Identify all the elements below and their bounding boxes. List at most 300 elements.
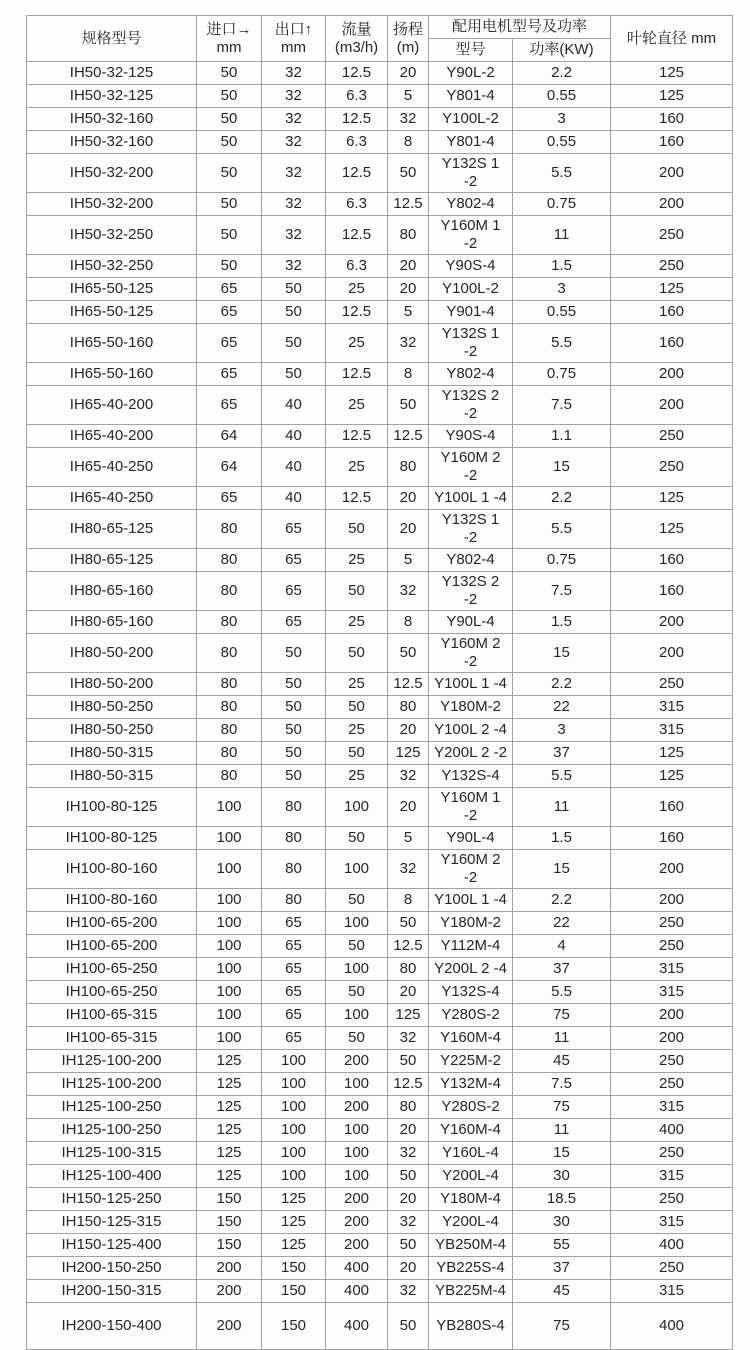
table-row <box>27 363 733 386</box>
cell-flow: 50 <box>326 889 388 912</box>
cell-outlet: 32 <box>262 85 326 108</box>
cell-inlet: 65 <box>197 363 262 386</box>
header-inlet-unit: mm <box>216 38 242 56</box>
cell-flow: 50 <box>326 634 388 673</box>
cell-motor-power: 5.5 <box>513 154 611 193</box>
cell-spec-model: IH100-65-315 <box>27 1004 197 1027</box>
header-inlet <box>197 16 262 62</box>
cell-inlet: 200 <box>197 1280 262 1303</box>
cell-impeller: 250 <box>611 1050 733 1073</box>
cell-impeller: 125 <box>611 487 733 510</box>
cell-spec-model: IH50-32-160 <box>27 131 197 154</box>
cell-head: 20 <box>388 278 429 301</box>
cell-spec-model: IH80-65-125 <box>27 510 197 549</box>
cell-motor-power: 30 <box>513 1165 611 1188</box>
cell-inlet: 100 <box>197 935 262 958</box>
table-row <box>27 487 733 510</box>
header-motor-power: 功率(KW) <box>513 39 611 62</box>
table-row <box>27 673 733 696</box>
cell-motor-model: Y901-4 <box>429 301 513 324</box>
cell-head: 32 <box>388 1027 429 1050</box>
cell-flow: 50 <box>326 572 388 611</box>
cell-flow: 6.3 <box>326 193 388 216</box>
cell-impeller: 315 <box>611 1165 733 1188</box>
cell-impeller: 400 <box>611 1303 733 1350</box>
cell-head: 125 <box>388 1004 429 1027</box>
cell-impeller: 315 <box>611 958 733 981</box>
cell-motor-model: Y132S 2 -2 <box>429 386 513 425</box>
cell-outlet: 65 <box>262 981 326 1004</box>
cell-motor-power: 75 <box>513 1096 611 1119</box>
cell-motor-power: 1.5 <box>513 611 611 634</box>
cell-inlet: 100 <box>197 1027 262 1050</box>
cell-motor-model: Y100L-2 <box>429 278 513 301</box>
cell-impeller: 200 <box>611 363 733 386</box>
cell-outlet: 32 <box>262 154 326 193</box>
cell-flow: 6.3 <box>326 131 388 154</box>
cell-outlet: 32 <box>262 216 326 255</box>
cell-motor-power: 15 <box>513 634 611 673</box>
cell-motor-model: Y200L 2 -2 <box>429 742 513 765</box>
cell-inlet: 200 <box>197 1257 262 1280</box>
cell-impeller: 160 <box>611 131 733 154</box>
cell-spec-model: IH100-65-200 <box>27 935 197 958</box>
cell-spec-model: IH200-150-400 <box>27 1303 197 1350</box>
table-header <box>27 16 733 62</box>
cell-motor-power: 2.2 <box>513 62 611 85</box>
cell-motor-model: Y90S-4 <box>429 255 513 278</box>
cell-outlet: 125 <box>262 1188 326 1211</box>
cell-impeller: 200 <box>611 1027 733 1050</box>
cell-spec-model: IH50-32-200 <box>27 193 197 216</box>
cell-inlet: 100 <box>197 958 262 981</box>
cell-head: 80 <box>388 216 429 255</box>
table-row <box>27 1257 733 1280</box>
cell-motor-model: Y90L-4 <box>429 611 513 634</box>
cell-inlet: 50 <box>197 85 262 108</box>
cell-motor-model: Y160M-4 <box>429 1027 513 1050</box>
cell-impeller: 125 <box>611 278 733 301</box>
cell-inlet: 64 <box>197 425 262 448</box>
cell-flow: 50 <box>326 981 388 1004</box>
cell-outlet: 150 <box>262 1257 326 1280</box>
cell-head: 5 <box>388 549 429 572</box>
table-row <box>27 1211 733 1234</box>
cell-spec-model: IH200-150-315 <box>27 1280 197 1303</box>
cell-motor-model: Y90L-4 <box>429 827 513 850</box>
table-row <box>27 827 733 850</box>
table-row <box>27 1165 733 1188</box>
header-outlet <box>262 16 326 62</box>
table-row <box>27 255 733 278</box>
cell-motor-model: Y180M-2 <box>429 696 513 719</box>
cell-motor-power: 15 <box>513 448 611 487</box>
cell-motor-power: 5.5 <box>513 324 611 363</box>
table-row <box>27 510 733 549</box>
cell-motor-model: Y132S 2 -2 <box>429 572 513 611</box>
cell-motor-model: Y112M-4 <box>429 935 513 958</box>
cell-spec-model: IH50-32-250 <box>27 216 197 255</box>
table-row <box>27 216 733 255</box>
cell-spec-model: IH125-100-250 <box>27 1096 197 1119</box>
cell-spec-model: IH125-100-200 <box>27 1050 197 1073</box>
cell-motor-power: 22 <box>513 912 611 935</box>
cell-head: 20 <box>388 62 429 85</box>
cell-flow: 100 <box>326 1165 388 1188</box>
cell-outlet: 50 <box>262 324 326 363</box>
cell-outlet: 100 <box>262 1165 326 1188</box>
cell-outlet: 150 <box>262 1280 326 1303</box>
cell-head: 8 <box>388 889 429 912</box>
cell-motor-model: Y100L 2 -4 <box>429 719 513 742</box>
cell-inlet: 80 <box>197 510 262 549</box>
cell-motor-model: Y160M 1 -2 <box>429 788 513 827</box>
cell-flow: 25 <box>326 549 388 572</box>
cell-head: 80 <box>388 958 429 981</box>
cell-outlet: 50 <box>262 363 326 386</box>
cell-motor-power: 37 <box>513 742 611 765</box>
cell-outlet: 65 <box>262 1027 326 1050</box>
cell-inlet: 125 <box>197 1165 262 1188</box>
cell-head: 32 <box>388 108 429 131</box>
cell-outlet: 40 <box>262 448 326 487</box>
cell-spec-model: IH80-65-160 <box>27 611 197 634</box>
cell-head: 20 <box>388 788 429 827</box>
table-row <box>27 572 733 611</box>
cell-spec-model: IH80-65-125 <box>27 549 197 572</box>
cell-impeller: 250 <box>611 1142 733 1165</box>
cell-motor-model: Y132S 1 -2 <box>429 154 513 193</box>
cell-motor-power: 0.75 <box>513 549 611 572</box>
cell-inlet: 65 <box>197 324 262 363</box>
cell-motor-power: 3 <box>513 719 611 742</box>
cell-motor-model: Y802-4 <box>429 363 513 386</box>
header-impeller: 叶轮直径 mm <box>611 16 733 62</box>
cell-head: 8 <box>388 611 429 634</box>
cell-motor-power: 5.5 <box>513 510 611 549</box>
cell-outlet: 50 <box>262 742 326 765</box>
cell-inlet: 125 <box>197 1119 262 1142</box>
cell-impeller: 160 <box>611 324 733 363</box>
cell-motor-model: Y160M 2 -2 <box>429 448 513 487</box>
cell-motor-power: 7.5 <box>513 1073 611 1096</box>
cell-flow: 100 <box>326 958 388 981</box>
cell-motor-power: 15 <box>513 850 611 889</box>
cell-motor-power: 5.5 <box>513 765 611 788</box>
cell-spec-model: IH100-65-200 <box>27 912 197 935</box>
cell-spec-model: IH50-32-160 <box>27 108 197 131</box>
cell-motor-power: 0.75 <box>513 193 611 216</box>
cell-head: 50 <box>388 1050 429 1073</box>
table-row <box>27 154 733 193</box>
cell-flow: 12.5 <box>326 487 388 510</box>
cell-spec-model: IH50-32-125 <box>27 85 197 108</box>
cell-impeller: 250 <box>611 425 733 448</box>
cell-inlet: 100 <box>197 850 262 889</box>
cell-flow: 25 <box>326 611 388 634</box>
cell-motor-power: 11 <box>513 1027 611 1050</box>
cell-spec-model: IH50-32-125 <box>27 62 197 85</box>
cell-inlet: 100 <box>197 912 262 935</box>
cell-head: 20 <box>388 1188 429 1211</box>
cell-spec-model: IH100-65-250 <box>27 981 197 1004</box>
cell-impeller: 200 <box>611 634 733 673</box>
cell-outlet: 32 <box>262 62 326 85</box>
cell-impeller: 200 <box>611 193 733 216</box>
cell-motor-power: 0.55 <box>513 131 611 154</box>
cell-outlet: 65 <box>262 611 326 634</box>
table-row <box>27 935 733 958</box>
cell-motor-power: 3 <box>513 278 611 301</box>
cell-inlet: 125 <box>197 1096 262 1119</box>
table-row <box>27 549 733 572</box>
cell-impeller: 200 <box>611 154 733 193</box>
header-head-unit: (m) <box>396 38 420 56</box>
table-row <box>27 131 733 154</box>
cell-inlet: 65 <box>197 278 262 301</box>
cell-outlet: 50 <box>262 634 326 673</box>
table-row <box>27 850 733 889</box>
cell-outlet: 125 <box>262 1211 326 1234</box>
table-row <box>27 765 733 788</box>
cell-motor-model: Y90L-2 <box>429 62 513 85</box>
cell-outlet: 40 <box>262 425 326 448</box>
cell-motor-power: 2.2 <box>513 487 611 510</box>
cell-flow: 100 <box>326 850 388 889</box>
table-row <box>27 719 733 742</box>
cell-motor-model: Y160M 2 -2 <box>429 850 513 889</box>
cell-head: 20 <box>388 719 429 742</box>
cell-flow: 12.5 <box>326 216 388 255</box>
cell-motor-model: Y132S 1 -2 <box>429 324 513 363</box>
cell-impeller: 125 <box>611 742 733 765</box>
cell-motor-power: 11 <box>513 1119 611 1142</box>
cell-motor-power: 37 <box>513 958 611 981</box>
cell-outlet: 125 <box>262 1234 326 1257</box>
cell-flow: 25 <box>326 386 388 425</box>
cell-impeller: 200 <box>611 850 733 889</box>
cell-impeller: 250 <box>611 1257 733 1280</box>
cell-head: 12.5 <box>388 1073 429 1096</box>
cell-inlet: 125 <box>197 1050 262 1073</box>
cell-inlet: 50 <box>197 193 262 216</box>
cell-motor-model: Y100L-2 <box>429 108 513 131</box>
cell-inlet: 150 <box>197 1234 262 1257</box>
cell-outlet: 65 <box>262 935 326 958</box>
cell-head: 50 <box>388 1303 429 1350</box>
table-row <box>27 696 733 719</box>
cell-inlet: 80 <box>197 673 262 696</box>
cell-head: 20 <box>388 487 429 510</box>
cell-outlet: 40 <box>262 386 326 425</box>
table-row <box>27 1142 733 1165</box>
table-row <box>27 425 733 448</box>
cell-flow: 400 <box>326 1303 388 1350</box>
pump-spec-table <box>26 15 733 1350</box>
cell-spec-model: IH100-80-160 <box>27 850 197 889</box>
cell-spec-model: IH65-50-160 <box>27 363 197 386</box>
cell-motor-power: 11 <box>513 216 611 255</box>
cell-inlet: 125 <box>197 1142 262 1165</box>
cell-head: 20 <box>388 510 429 549</box>
cell-motor-power: 1.1 <box>513 425 611 448</box>
cell-head: 32 <box>388 850 429 889</box>
table-row <box>27 301 733 324</box>
cell-spec-model: IH125-100-315 <box>27 1142 197 1165</box>
cell-motor-model: Y160M-4 <box>429 1119 513 1142</box>
cell-head: 50 <box>388 1234 429 1257</box>
cell-impeller: 250 <box>611 912 733 935</box>
cell-head: 8 <box>388 363 429 386</box>
cell-impeller: 250 <box>611 935 733 958</box>
cell-flow: 200 <box>326 1096 388 1119</box>
cell-outlet: 32 <box>262 131 326 154</box>
cell-motor-model: Y100L 1 -4 <box>429 673 513 696</box>
table-row <box>27 1050 733 1073</box>
cell-outlet: 32 <box>262 193 326 216</box>
cell-spec-model: IH150-125-315 <box>27 1211 197 1234</box>
cell-inlet: 50 <box>197 216 262 255</box>
cell-motor-model: Y132S-4 <box>429 981 513 1004</box>
cell-inlet: 65 <box>197 301 262 324</box>
cell-spec-model: IH65-40-250 <box>27 448 197 487</box>
header-flow-label: 流量 <box>341 20 372 38</box>
cell-motor-power: 75 <box>513 1303 611 1350</box>
table-row <box>27 1303 733 1350</box>
cell-spec-model: IH100-80-125 <box>27 827 197 850</box>
cell-head: 8 <box>388 131 429 154</box>
cell-spec-model: IH65-40-200 <box>27 386 197 425</box>
cell-motor-model: Y200L 2 -4 <box>429 958 513 981</box>
cell-impeller: 200 <box>611 386 733 425</box>
header-inlet-label: 进口→ <box>206 20 252 38</box>
cell-motor-model: YB250M-4 <box>429 1234 513 1257</box>
cell-head: 20 <box>388 255 429 278</box>
cell-impeller: 160 <box>611 572 733 611</box>
cell-motor-power: 11 <box>513 788 611 827</box>
cell-inlet: 50 <box>197 62 262 85</box>
cell-inlet: 100 <box>197 1004 262 1027</box>
cell-inlet: 50 <box>197 108 262 131</box>
cell-head: 50 <box>388 1165 429 1188</box>
cell-spec-model: IH80-65-160 <box>27 572 197 611</box>
cell-outlet: 50 <box>262 719 326 742</box>
cell-head: 50 <box>388 386 429 425</box>
cell-impeller: 200 <box>611 1004 733 1027</box>
cell-outlet: 65 <box>262 549 326 572</box>
header-spec-model-label: 规格型号 <box>81 29 142 47</box>
cell-motor-model: YB280S-4 <box>429 1303 513 1350</box>
cell-flow: 12.5 <box>326 363 388 386</box>
cell-impeller: 250 <box>611 673 733 696</box>
cell-flow: 25 <box>326 324 388 363</box>
cell-motor-power: 0.75 <box>513 363 611 386</box>
cell-motor-model: Y132M-4 <box>429 1073 513 1096</box>
table-row <box>27 611 733 634</box>
cell-outlet: 100 <box>262 1096 326 1119</box>
cell-head: 12.5 <box>388 425 429 448</box>
cell-inlet: 80 <box>197 572 262 611</box>
cell-spec-model: IH65-40-250 <box>27 487 197 510</box>
cell-inlet: 50 <box>197 154 262 193</box>
cell-spec-model: IH80-50-315 <box>27 742 197 765</box>
cell-spec-model: IH100-80-160 <box>27 889 197 912</box>
cell-spec-model: IH65-40-200 <box>27 425 197 448</box>
cell-head: 12.5 <box>388 935 429 958</box>
cell-motor-power: 4 <box>513 935 611 958</box>
table-row <box>27 742 733 765</box>
cell-outlet: 50 <box>262 278 326 301</box>
cell-flow: 50 <box>326 510 388 549</box>
cell-impeller: 125 <box>611 765 733 788</box>
cell-inlet: 100 <box>197 827 262 850</box>
cell-outlet: 40 <box>262 487 326 510</box>
cell-spec-model: IH80-50-200 <box>27 673 197 696</box>
header-motor-group: 配用电机型号及功率 <box>429 16 611 39</box>
cell-impeller: 315 <box>611 696 733 719</box>
cell-flow: 200 <box>326 1188 388 1211</box>
cell-outlet: 80 <box>262 889 326 912</box>
cell-flow: 50 <box>326 742 388 765</box>
cell-motor-power: 3 <box>513 108 611 131</box>
cell-head: 5 <box>388 827 429 850</box>
table-row <box>27 278 733 301</box>
cell-impeller: 315 <box>611 981 733 1004</box>
header-spec-model <box>27 16 197 62</box>
cell-impeller: 250 <box>611 255 733 278</box>
cell-head: 20 <box>388 1257 429 1280</box>
cell-motor-power: 7.5 <box>513 386 611 425</box>
table-row <box>27 1119 733 1142</box>
cell-inlet: 100 <box>197 889 262 912</box>
cell-motor-model: Y801-4 <box>429 131 513 154</box>
cell-flow: 6.3 <box>326 255 388 278</box>
cell-outlet: 65 <box>262 958 326 981</box>
cell-flow: 25 <box>326 278 388 301</box>
cell-head: 20 <box>388 981 429 1004</box>
table-row <box>27 193 733 216</box>
cell-outlet: 80 <box>262 850 326 889</box>
cell-motor-power: 15 <box>513 1142 611 1165</box>
cell-outlet: 100 <box>262 1073 326 1096</box>
cell-outlet: 100 <box>262 1119 326 1142</box>
cell-spec-model: IH80-50-250 <box>27 719 197 742</box>
cell-impeller: 250 <box>611 1073 733 1096</box>
cell-motor-model: Y280S-2 <box>429 1096 513 1119</box>
cell-motor-model: Y100L 1 -4 <box>429 487 513 510</box>
cell-head: 50 <box>388 154 429 193</box>
cell-motor-model: Y801-4 <box>429 85 513 108</box>
cell-head: 5 <box>388 85 429 108</box>
cell-spec-model: IH100-65-250 <box>27 958 197 981</box>
table-row <box>27 1073 733 1096</box>
table-row <box>27 958 733 981</box>
cell-impeller: 200 <box>611 889 733 912</box>
cell-motor-model: Y200L-4 <box>429 1165 513 1188</box>
cell-spec-model: IH125-100-400 <box>27 1165 197 1188</box>
cell-motor-model: Y280S-2 <box>429 1004 513 1027</box>
cell-head: 50 <box>388 912 429 935</box>
table-row <box>27 788 733 827</box>
cell-flow: 12.5 <box>326 301 388 324</box>
cell-motor-model: YB225S-4 <box>429 1257 513 1280</box>
table-row <box>27 386 733 425</box>
cell-inlet: 80 <box>197 765 262 788</box>
cell-inlet: 65 <box>197 487 262 510</box>
cell-motor-power: 7.5 <box>513 572 611 611</box>
cell-motor-model: Y802-4 <box>429 549 513 572</box>
table-row <box>27 1234 733 1257</box>
